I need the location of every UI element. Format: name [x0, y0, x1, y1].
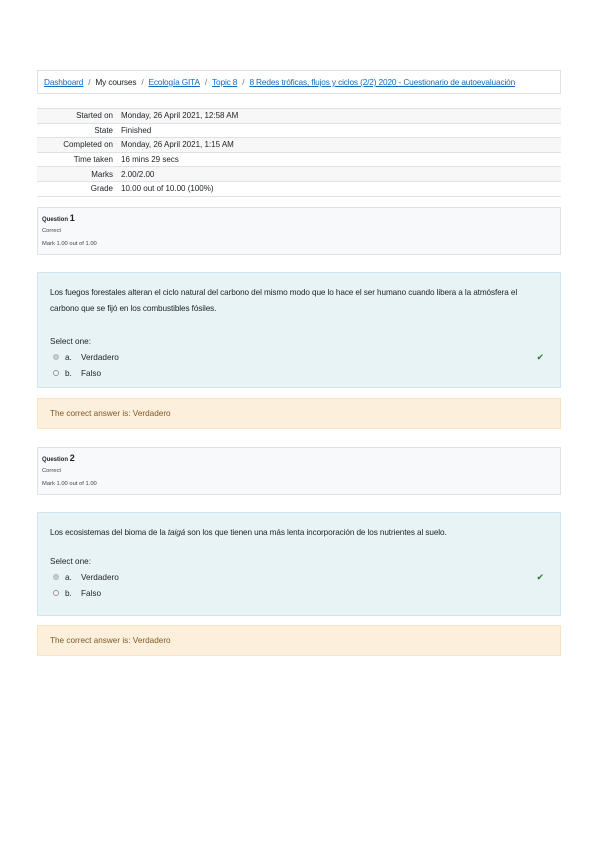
summary-row-state: [37, 124, 561, 139]
select-one-prompt: Select one:: [50, 557, 91, 566]
option-letter: b.: [65, 368, 72, 378]
summary-row-started: [37, 109, 561, 124]
question-mark: Mark 1.00 out of 1.00: [42, 241, 97, 247]
breadcrumb-dashboard-link[interactable]: Dashboard: [44, 77, 84, 87]
radio-button[interactable]: [53, 590, 59, 596]
question-prefix: Question: [42, 457, 69, 463]
question-text-italic: taigá: [167, 528, 186, 537]
question-number-value: 1: [69, 213, 75, 223]
question-state: Correct: [42, 228, 62, 234]
summary-value: 16 mins 29 secs: [121, 155, 179, 165]
summary-row-grade: [37, 182, 561, 197]
summary-value: Monday, 26 April 2021, 12:58 AM: [121, 111, 239, 121]
option-letter: b.: [65, 588, 72, 598]
option-label: Verdadero: [81, 572, 119, 582]
question-text: [50, 525, 525, 541]
answer-option-b[interactable]: [50, 585, 548, 601]
summary-row-completed: [37, 138, 561, 153]
question-formulation: [37, 512, 561, 616]
option-label: Falso: [81, 588, 102, 598]
summary-label: Completed on: [63, 140, 113, 150]
radio-button[interactable]: [53, 370, 59, 376]
question-info: [37, 207, 561, 255]
summary-value: 10.00 out of 10.00 (100%): [121, 184, 214, 194]
correct-check-icon: ✔: [536, 571, 544, 582]
breadcrumb: [37, 70, 561, 94]
breadcrumb-separator: /: [141, 77, 144, 87]
radio-button-checked[interactable]: [53, 354, 59, 360]
option-letter: a.: [65, 352, 72, 362]
question-text-part: Los ecosistemas del bioma de la: [50, 528, 168, 537]
correct-answer-feedback: The correct answer is: Verdadero: [37, 625, 561, 656]
summary-label: Grade: [90, 184, 113, 194]
summary-value: Finished: [121, 125, 152, 135]
question-number: [42, 453, 556, 465]
breadcrumb-separator: /: [204, 77, 208, 87]
answer-options: [50, 569, 548, 601]
question-state: Correct: [42, 468, 62, 474]
summary-value: 2.00/2.00: [121, 169, 155, 179]
breadcrumb-quiz-link[interactable]: 8 Redes tróficas, flujos y ciclos (2/2) 2020 - Cuestionario de autoevaluación: [249, 77, 516, 87]
breadcrumb-separator: /: [242, 77, 245, 87]
question-text-part: son los que tienen una más lenta incorporación de los nutrientes al suelo.: [185, 528, 447, 537]
summary-label: Time taken: [73, 155, 113, 165]
question-text-part: Los fuegos forestales alteran el ciclo natural del carbono del mismo modo que lo hace el ser humano cuando libera a la atmósfera el carbono que se fijó en los combustibles fósiles.: [50, 288, 518, 313]
summary-label: Started on: [76, 111, 113, 121]
summary-row-marks: [37, 167, 561, 182]
summary-value: Monday, 26 April 2021, 1:15 AM: [121, 140, 234, 150]
breadcrumb-separator: /: [88, 77, 91, 87]
breadcrumb-my-courses: My courses: [95, 77, 137, 87]
summary-label: Marks: [91, 169, 113, 179]
select-one-prompt: Select one:: [50, 337, 91, 346]
question-mark: Mark 1.00 out of 1.00: [42, 481, 97, 487]
summary-label: State: [94, 125, 113, 135]
correct-check-icon: ✔: [536, 351, 544, 362]
question-info: [37, 447, 561, 495]
attempt-summary-table: [37, 108, 561, 197]
question-prefix: Question: [42, 217, 69, 223]
radio-button-checked[interactable]: [53, 574, 59, 580]
question-formulation: [37, 272, 561, 388]
question-number: [42, 213, 556, 225]
answer-options: [50, 349, 548, 381]
question-text: [50, 285, 525, 317]
correct-answer-feedback: The correct answer is: Verdadero: [37, 398, 561, 429]
option-letter: a.: [65, 572, 72, 582]
option-label: Falso: [81, 368, 102, 378]
breadcrumb-course-link[interactable]: Ecología GITA: [148, 77, 200, 87]
option-label: Verdadero: [81, 352, 119, 362]
breadcrumb-topic-link[interactable]: Topic 8: [212, 77, 238, 87]
answer-option-b[interactable]: [50, 365, 548, 381]
summary-row-time-taken: [37, 153, 561, 168]
answer-option-a[interactable]: [50, 349, 548, 365]
question-number-value: 2: [69, 453, 75, 463]
answer-option-a[interactable]: [50, 569, 548, 585]
